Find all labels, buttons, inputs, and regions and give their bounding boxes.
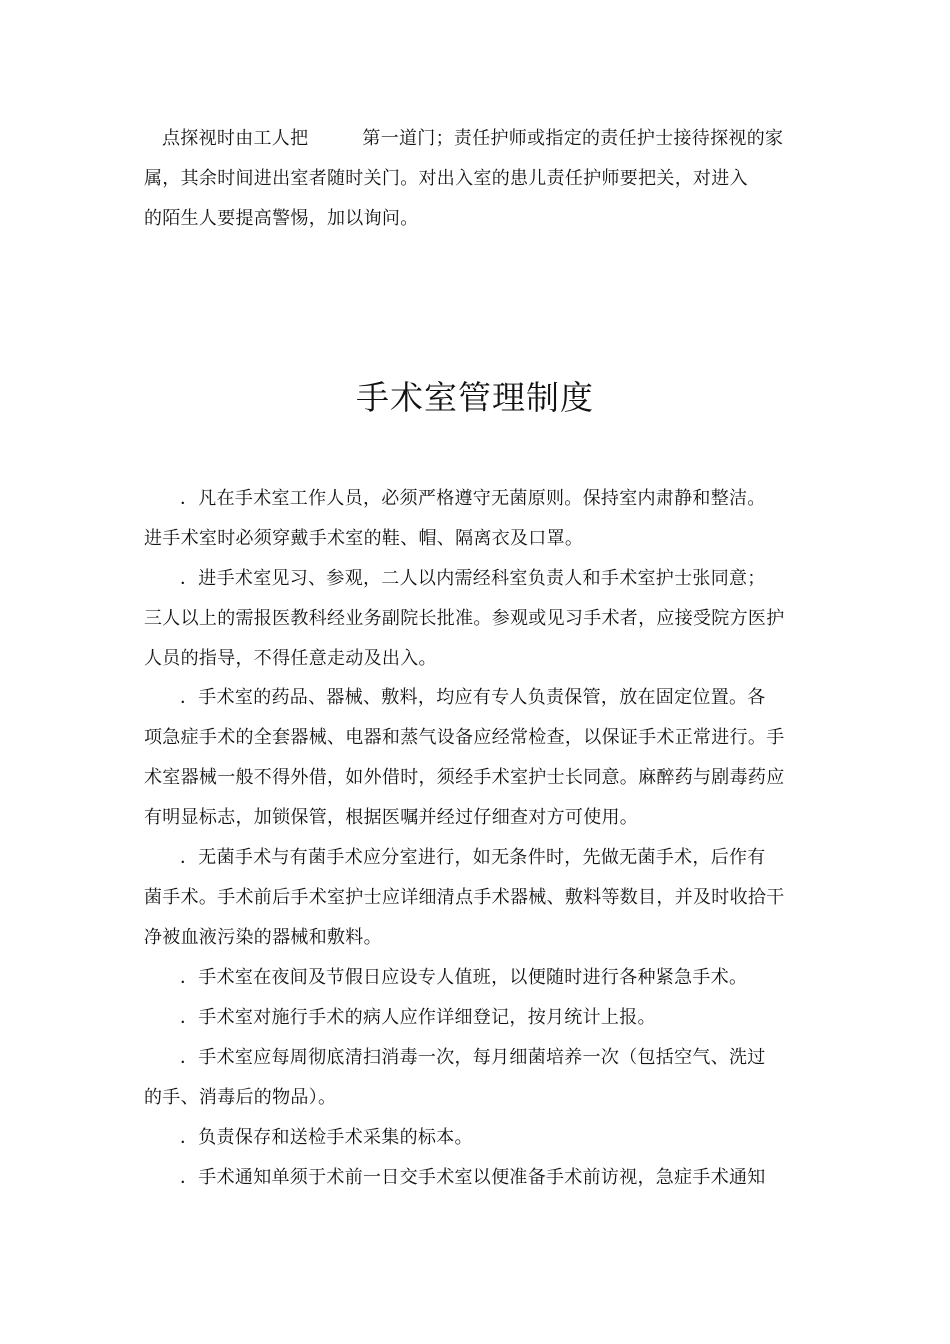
intro-line-3: 的陌生人要提高警惕，加以询问。 xyxy=(144,208,419,229)
intro-line-1 xyxy=(162,127,783,151)
body-line: ．手术通知单须于术前一日交手术室以便准备手术前访视，急症手术通知 xyxy=(180,1167,766,1188)
body-line: 人员的指导，不得任意走动及出入。 xyxy=(144,648,437,669)
body-line: 的手、消毒后的物品）。 xyxy=(144,1087,337,1108)
body-line: 项急症手术的全套器械、电器和蒸气设备应经常检查，以保证手术正常进行。手 xyxy=(144,727,785,748)
body-line: ．手术室的药品、器械、敷料，均应有专人负责保管，放在固定位置。各 xyxy=(180,687,766,708)
body-line: 进手术室时必须穿戴手术室的鞋、帽、隔离衣及口罩。 xyxy=(144,528,584,549)
body-line: ．手术室应每周彻底清扫消毒一次，每月细菌培养一次（包括空气、洗过 xyxy=(180,1047,766,1068)
intro-line-2: 属，其余时间进出室者随时关门。对出入室的患儿责任护师要把关，对进入 xyxy=(144,168,748,189)
body-line: ．无菌手术与有菌手术应分室进行，如无条件时，先做无菌手术，后作有 xyxy=(180,847,766,868)
intro-line-1-part-a: 点探视时由工人把 xyxy=(162,128,309,149)
page-title: 手术室管理制度 xyxy=(356,378,594,417)
body-line: ．进手术室见习、参观，二人以内需经科室负责人和手术室护士张同意； xyxy=(180,568,766,589)
body-line: ．手术室对施行手术的病人应作详细登记，按月统计上报。 xyxy=(180,1007,656,1028)
intro-line-1-part-b: 第一道门；责任护师或指定的责任护士接待探视的家 xyxy=(362,128,784,149)
body-line: 三人以上的需报医教科经业务副院长批准。参观或见习手术者，应接受院方医护 xyxy=(144,608,785,629)
body-line: ．凡在手术室工作人员，必须严格遵守无菌原则。保持室内肃静和整洁。 xyxy=(180,488,766,509)
body-line: ．手术室在夜间及节假日应设专人值班，以便随时进行各种紧急手术。 xyxy=(180,967,748,988)
body-line: 术室器械一般不得外借，如外借时，须经手术室护士长同意。麻醉药与剧毒药应 xyxy=(144,767,785,788)
body-line: 有明显标志，加锁保管，根据医嘱并经过仔细查对方可使用。 xyxy=(144,807,639,828)
body-line: ．负责保存和送检手术采集的标本。 xyxy=(180,1127,473,1148)
body-line: 菌手术。手术前后手术室护士应详细清点手术器械、敷料等数目，并及时收拾干 xyxy=(144,887,785,908)
body-line: 净被血液污染的器械和敷料。 xyxy=(144,927,382,948)
